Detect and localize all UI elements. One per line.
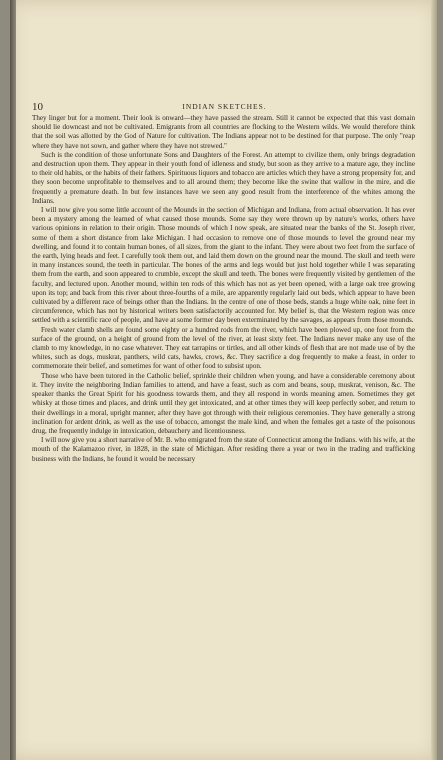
book-page [10,0,437,760]
paragraph: Such is the condition of those unfortunate Sons and Daughters of the Forest. An attempt to civilize them, only brings degradation and destruction upon them. They appear in their youth fond of idleness and study, but soon as they arrive to a mature age, they incline to their old habits, or the habits of their fathers. Spirituous liquors and tobacco are articles which they have a strong propensity for, and they soon become unprofitable to themselves and to all around them; they become like the swine that wallow in the mire, and die frequently a premature death. In but few instances have we seen any good result from the interference of the whites among the Indians. [32,150,415,205]
page-edge [431,0,437,760]
page-header [32,101,417,113]
paragraph: Fresh water clamb shells are found some eighty or a hundred rods from the river, which have been plowed up, one foot from the surface of the ground, on a height of ground from the level of the river, at least sixty feet. The Indians never make any use of the clamb to my knowledge, in no case whatever. They eat tarrapins or tirtles, and all other kinds of flesh that are not made use of by the whites, such as dogs, muskrat, panthers, wild cats, hawks, crows, &c. They sacrifice a dog frequently to make a feast, in order to commemorate their belief, and sometimes for want of other food to subsist upon. [32,325,415,371]
paragraph: I will now give you some little account of the Mounds in the section of Michigan and Indiana, from actual observation. It has ever been a mystery among the learned of what caused those mounds. Some say they were thrown up by nature's works, others have various opinions in relation to their origin. Those mounds of which I now speak, are situated near the banks of the St. Joseph river, some of them a short distance from lake Michigan. I had occasion to remove one of those mounds to level the ground near my dwelling, and found it to contain human bones, of all sizes, from the giant to the infant. They were about two feet from the surface of the earth, lying heads and feet. I carefully took them out, and laid them down on the ground near the mound. The skull and teeth were in many instances sound, the teeth in particular. The bones of the arms and legs would but just hold together while I was separating them from the earth, and soon appeared to crumble, except the skull and teeth. The bones were frequently visited by gentlemen of the faculty, and lectured upon. Another mound, within ten rods of this which has not as yet been opened, with a large oak tree growing upon its top; and back from this river about three-fourths of a mile, are apparently regularly laid out beds, which appear to have been cultivated by a different race of beings other than the Indians. In the centre of one of those beds, stands a huge white oak, nine feet in circumference, which has not by historical writers been satisfactorily accounted for. My belief is, that the Western region was once settled with a scientific race of people, and have at some former day been exterminated by the savages, as appears from those mounds. [32,206,415,325]
paragraph: Those who have been tutored in the Catholic belief, sprinkle their children when young, and have a considerable ceremony about it. They invite the neighboring Indian families to attend, and have a feast, such as corn and beans, soup, muskrat, venison, &c. The speaker thanks the Great Spirit for his goodness towards them, and they all respond in words meaning amen. Sometimes they get whisky at those times and places, and drink until they get intoxicated, and at other times they will keep perfectly sober, and return to their dwellings in a moral, upright manner, after they have got through with their religious ceremonies. They have generally a strong inclination for ardent drink, as well as the use of tobacco, amongst the male kind, and when the females get a taste of the poisonous drug, the frequently indulge in intoxication, debauchery and licentiousness. [32,371,415,435]
body-text [32,114,415,464]
book-spine-shadow [10,0,16,760]
paragraph: I will now give you a short narrative of Mr. B. who emigrated from the state of Connecticut among the Indians. with his wife, at the mouth of the Kalamazoo river, in 1828, in the state of Michigan. After residing there a year or two in the trading and trafficking business with the Indians, he found it would be necessary [32,436,415,463]
running-title: INDIAN SKETCHES. [182,102,267,111]
page-number: 10 [32,101,43,113]
paragraph: They linger but for a moment. Their look is onward—they have passed the stream. Still it cannot be expected that this vast domain should lie downcast and not be cultivated. Emigrants from all countries are flocking to the Western wilds. We would therefore think that the soil was allotted by the God of Nature for cultivation. The Indians appear not to be destined for that purpose. The only "reap where they have not sown, and gather where they have not strewed." [32,114,415,150]
